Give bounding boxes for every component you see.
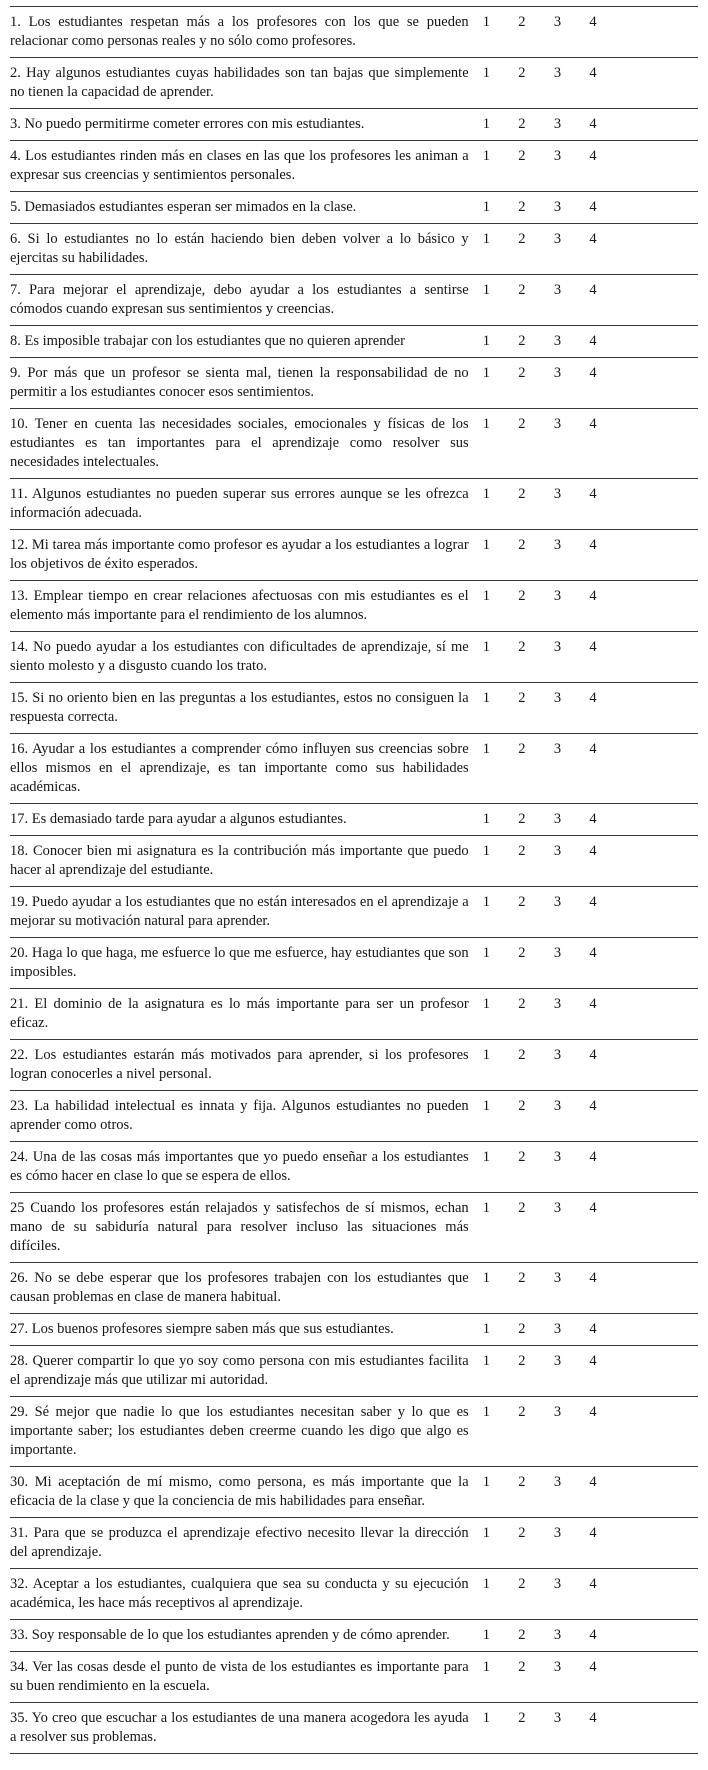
rating-option-1: 1 xyxy=(469,7,505,58)
rating-option-1: 1 xyxy=(469,141,505,192)
questionnaire-row xyxy=(10,1346,698,1397)
item-statement: 4. Los estudiantes rinden más en clases en las que los profesores les animan a expresar sus creencias y sentimientos personales. xyxy=(10,141,469,192)
rating-option-4: 4 xyxy=(575,1397,611,1467)
rating-option-4: 4 xyxy=(575,632,611,683)
rating-option-3: 3 xyxy=(540,1193,576,1263)
questionnaire-row xyxy=(10,409,698,479)
rating-option-1: 1 xyxy=(469,1193,505,1263)
rating-option-4: 4 xyxy=(575,7,611,58)
item-statement: 12. Mi tarea más importante como profesor es ayudar a los estudiantes a lograr los objetivos de éxito esperados. xyxy=(10,530,469,581)
questionnaire-row xyxy=(10,938,698,989)
row-right-margin-spacer xyxy=(611,734,698,804)
item-statement: 28. Querer compartir lo que yo soy como persona con mis estudiantes facilita el aprendizaje más que utilizar mi autoridad. xyxy=(10,1346,469,1397)
rating-option-2: 2 xyxy=(504,1314,540,1346)
item-statement: 26. No se debe esperar que los profesores trabajen con los estudiantes que causan problemas en clase de manera habitual. xyxy=(10,1263,469,1314)
rating-option-2: 2 xyxy=(504,1518,540,1569)
rating-option-1: 1 xyxy=(469,1652,505,1703)
item-statement: 9. Por más que un profesor se sienta mal, tienen la responsabilidad de no permitir a los estudiantes conocer esos sentimientos. xyxy=(10,358,469,409)
row-right-margin-spacer xyxy=(611,7,698,58)
row-right-margin-spacer xyxy=(611,1142,698,1193)
rating-option-1: 1 xyxy=(469,530,505,581)
item-statement: 23. La habilidad intelectual es innata y fija. Algunos estudiantes no pueden aprender como otros. xyxy=(10,1091,469,1142)
rating-option-1: 1 xyxy=(469,192,505,224)
rating-option-3: 3 xyxy=(540,109,576,141)
rating-option-1: 1 xyxy=(469,409,505,479)
rating-option-3: 3 xyxy=(540,1346,576,1397)
item-statement: 2. Hay algunos estudiantes cuyas habilidades son tan bajas que simplemente no tienen la capacidad de aprender. xyxy=(10,58,469,109)
row-right-margin-spacer xyxy=(611,1040,698,1091)
questionnaire-row xyxy=(10,1263,698,1314)
questionnaire-row xyxy=(10,58,698,109)
item-statement: 27. Los buenos profesores siempre saben más que sus estudiantes. xyxy=(10,1314,469,1346)
row-right-margin-spacer xyxy=(611,1620,698,1652)
questionnaire-rows xyxy=(10,7,698,1754)
questionnaire-table xyxy=(10,6,698,1754)
rating-option-3: 3 xyxy=(540,1263,576,1314)
row-right-margin-spacer xyxy=(611,1703,698,1754)
questionnaire-row xyxy=(10,1142,698,1193)
row-right-margin-spacer xyxy=(611,1263,698,1314)
item-statement: 11. Algunos estudiantes no pueden superar sus errores aunque se les ofrezca información adecuada. xyxy=(10,479,469,530)
row-right-margin-spacer xyxy=(611,409,698,479)
rating-option-2: 2 xyxy=(504,683,540,734)
rating-option-4: 4 xyxy=(575,836,611,887)
rating-option-4: 4 xyxy=(575,1703,611,1754)
questionnaire-row xyxy=(10,1314,698,1346)
rating-option-1: 1 xyxy=(469,1620,505,1652)
rating-option-1: 1 xyxy=(469,275,505,326)
rating-option-4: 4 xyxy=(575,1040,611,1091)
questionnaire-row xyxy=(10,804,698,836)
rating-option-1: 1 xyxy=(469,1569,505,1620)
row-right-margin-spacer xyxy=(611,1569,698,1620)
rating-option-1: 1 xyxy=(469,887,505,938)
item-statement: 34. Ver las cosas desde el punto de vista de los estudiantes es importante para su buen rendimiento en la escuela. xyxy=(10,1652,469,1703)
row-right-margin-spacer xyxy=(611,1397,698,1467)
rating-option-4: 4 xyxy=(575,479,611,530)
questionnaire-row xyxy=(10,275,698,326)
questionnaire-row xyxy=(10,836,698,887)
rating-option-2: 2 xyxy=(504,1569,540,1620)
questionnaire-row xyxy=(10,1703,698,1754)
item-statement: 3. No puedo permitirme cometer errores con mis estudiantes. xyxy=(10,109,469,141)
item-statement: 32. Aceptar a los estudiantes, cualquiera que sea su conducta y su ejecución académica, les hace más receptivos al aprendizaje. xyxy=(10,1569,469,1620)
rating-option-2: 2 xyxy=(504,192,540,224)
rating-option-4: 4 xyxy=(575,1091,611,1142)
rating-option-3: 3 xyxy=(540,1652,576,1703)
rating-option-1: 1 xyxy=(469,1346,505,1397)
item-statement: 20. Haga lo que haga, me esfuerce lo que me esfuerce, hay estudiantes que son imposibles. xyxy=(10,938,469,989)
rating-option-4: 4 xyxy=(575,1142,611,1193)
row-right-margin-spacer xyxy=(611,1467,698,1518)
row-right-margin-spacer xyxy=(611,141,698,192)
rating-option-1: 1 xyxy=(469,804,505,836)
questionnaire-row xyxy=(10,141,698,192)
rating-option-2: 2 xyxy=(504,58,540,109)
rating-option-3: 3 xyxy=(540,1703,576,1754)
rating-option-1: 1 xyxy=(469,938,505,989)
rating-option-3: 3 xyxy=(540,1569,576,1620)
questionnaire-row xyxy=(10,1518,698,1569)
rating-option-1: 1 xyxy=(469,1703,505,1754)
rating-option-4: 4 xyxy=(575,1652,611,1703)
rating-option-3: 3 xyxy=(540,530,576,581)
item-statement: 7. Para mejorar el aprendizaje, debo ayudar a los estudiantes a sentirse cómodos cuando expresan sus sentimientos y creencias. xyxy=(10,275,469,326)
rating-option-3: 3 xyxy=(540,734,576,804)
rating-option-2: 2 xyxy=(504,1193,540,1263)
rating-option-2: 2 xyxy=(504,109,540,141)
rating-option-4: 4 xyxy=(575,358,611,409)
questionnaire-row xyxy=(10,358,698,409)
rating-option-1: 1 xyxy=(469,358,505,409)
rating-option-1: 1 xyxy=(469,581,505,632)
rating-option-4: 4 xyxy=(575,1620,611,1652)
item-statement: 22. Los estudiantes estarán más motivados para aprender, si los profesores logran conocerles a nivel personal. xyxy=(10,1040,469,1091)
rating-option-3: 3 xyxy=(540,1467,576,1518)
rating-option-2: 2 xyxy=(504,1263,540,1314)
rating-option-3: 3 xyxy=(540,887,576,938)
rating-option-2: 2 xyxy=(504,1467,540,1518)
row-right-margin-spacer xyxy=(611,989,698,1040)
rating-option-1: 1 xyxy=(469,58,505,109)
item-statement: 10. Tener en cuenta las necesidades sociales, emocionales y físicas de los estudiantes es tan importantes para el aprendizaje como resolver sus necesidades intelectuales. xyxy=(10,409,469,479)
rating-option-2: 2 xyxy=(504,1346,540,1397)
rating-option-3: 3 xyxy=(540,804,576,836)
rating-option-2: 2 xyxy=(504,275,540,326)
row-right-margin-spacer xyxy=(611,804,698,836)
row-right-margin-spacer xyxy=(611,581,698,632)
rating-option-4: 4 xyxy=(575,989,611,1040)
rating-option-4: 4 xyxy=(575,224,611,275)
questionnaire-row xyxy=(10,1040,698,1091)
row-right-margin-spacer xyxy=(611,530,698,581)
rating-option-2: 2 xyxy=(504,734,540,804)
questionnaire-row xyxy=(10,224,698,275)
rating-option-1: 1 xyxy=(469,326,505,358)
rating-option-2: 2 xyxy=(504,530,540,581)
rating-option-4: 4 xyxy=(575,804,611,836)
questionnaire-row xyxy=(10,1620,698,1652)
rating-option-3: 3 xyxy=(540,224,576,275)
rating-option-4: 4 xyxy=(575,1467,611,1518)
questionnaire-row xyxy=(10,1193,698,1263)
rating-option-3: 3 xyxy=(540,1397,576,1467)
item-statement: 6. Si lo estudiantes no lo están haciendo bien deben volver a lo básico y ejercitas su habilidades. xyxy=(10,224,469,275)
questionnaire-row xyxy=(10,1652,698,1703)
questionnaire-row xyxy=(10,683,698,734)
rating-option-4: 4 xyxy=(575,141,611,192)
rating-option-3: 3 xyxy=(540,58,576,109)
rating-option-3: 3 xyxy=(540,1620,576,1652)
questionnaire-row xyxy=(10,734,698,804)
rating-option-4: 4 xyxy=(575,734,611,804)
rating-option-2: 2 xyxy=(504,141,540,192)
rating-option-3: 3 xyxy=(540,683,576,734)
rating-option-1: 1 xyxy=(469,1263,505,1314)
rating-option-3: 3 xyxy=(540,1091,576,1142)
rating-option-3: 3 xyxy=(540,1040,576,1091)
rating-option-1: 1 xyxy=(469,1314,505,1346)
rating-option-2: 2 xyxy=(504,1397,540,1467)
row-right-margin-spacer xyxy=(611,1518,698,1569)
item-statement: 30. Mi aceptación de mí mismo, como persona, es más importante que la eficacia de la clase y que la conciencia de mis habilidades para enseñar. xyxy=(10,1467,469,1518)
rating-option-4: 4 xyxy=(575,109,611,141)
questionnaire-row xyxy=(10,632,698,683)
row-right-margin-spacer xyxy=(611,938,698,989)
rating-option-2: 2 xyxy=(504,804,540,836)
rating-option-1: 1 xyxy=(469,632,505,683)
rating-option-4: 4 xyxy=(575,1518,611,1569)
row-right-margin-spacer xyxy=(611,192,698,224)
rating-option-4: 4 xyxy=(575,192,611,224)
rating-option-1: 1 xyxy=(469,1518,505,1569)
rating-option-2: 2 xyxy=(504,1091,540,1142)
rating-option-1: 1 xyxy=(469,109,505,141)
questionnaire-row xyxy=(10,326,698,358)
rating-option-3: 3 xyxy=(540,1142,576,1193)
item-statement: 25 Cuando los profesores están relajados y satisfechos de sí mismos, echan mano de su sabiduría natural para resolver incluso las situaciones más difíciles. xyxy=(10,1193,469,1263)
rating-option-3: 3 xyxy=(540,479,576,530)
rating-option-1: 1 xyxy=(469,1397,505,1467)
rating-option-4: 4 xyxy=(575,1569,611,1620)
rating-option-3: 3 xyxy=(540,326,576,358)
rating-option-2: 2 xyxy=(504,836,540,887)
item-statement: 1. Los estudiantes respetan más a los profesores con los que se pueden relacionar como personas reales y no sólo como profesores. xyxy=(10,7,469,58)
row-right-margin-spacer xyxy=(611,1193,698,1263)
rating-option-3: 3 xyxy=(540,989,576,1040)
rating-option-2: 2 xyxy=(504,581,540,632)
item-statement: 31. Para que se produzca el aprendizaje efectivo necesito llevar la dirección del aprendizaje. xyxy=(10,1518,469,1569)
rating-option-3: 3 xyxy=(540,7,576,58)
item-statement: 24. Una de las cosas más importantes que yo puedo enseñar a los estudiantes es cómo hacer en clase lo que se espera de ellos. xyxy=(10,1142,469,1193)
rating-option-1: 1 xyxy=(469,734,505,804)
rating-option-3: 3 xyxy=(540,836,576,887)
rating-option-1: 1 xyxy=(469,836,505,887)
questionnaire-row xyxy=(10,1569,698,1620)
questionnaire-row xyxy=(10,581,698,632)
rating-option-2: 2 xyxy=(504,224,540,275)
row-right-margin-spacer xyxy=(611,1091,698,1142)
item-statement: 13. Emplear tiempo en crear relaciones afectuosas con mis estudiantes es el elemento más importante para el rendimiento de los alumnos. xyxy=(10,581,469,632)
item-statement: 29. Sé mejor que nadie lo que los estudiantes necesitan saber y lo que es importante saber; los estudiantes deben creerme cuando les digo que algo es importante. xyxy=(10,1397,469,1467)
item-statement: 35. Yo creo que escuchar a los estudiantes de una manera acogedora les ayuda a resolver sus problemas. xyxy=(10,1703,469,1754)
row-right-margin-spacer xyxy=(611,683,698,734)
row-right-margin-spacer xyxy=(611,887,698,938)
rating-option-4: 4 xyxy=(575,938,611,989)
rating-option-2: 2 xyxy=(504,326,540,358)
rating-option-2: 2 xyxy=(504,1703,540,1754)
rating-option-1: 1 xyxy=(469,989,505,1040)
rating-option-1: 1 xyxy=(469,1467,505,1518)
item-statement: 18. Conocer bien mi asignatura es la contribución más importante que puedo hacer al aprendizaje del estudiante. xyxy=(10,836,469,887)
rating-option-3: 3 xyxy=(540,938,576,989)
rating-option-1: 1 xyxy=(469,1142,505,1193)
rating-option-2: 2 xyxy=(504,989,540,1040)
rating-option-3: 3 xyxy=(540,358,576,409)
rating-option-3: 3 xyxy=(540,409,576,479)
rating-option-4: 4 xyxy=(575,275,611,326)
rating-option-3: 3 xyxy=(540,581,576,632)
rating-option-3: 3 xyxy=(540,141,576,192)
rating-option-3: 3 xyxy=(540,1518,576,1569)
rating-option-4: 4 xyxy=(575,1263,611,1314)
rating-option-1: 1 xyxy=(469,224,505,275)
row-right-margin-spacer xyxy=(611,836,698,887)
rating-option-3: 3 xyxy=(540,192,576,224)
row-right-margin-spacer xyxy=(611,224,698,275)
row-right-margin-spacer xyxy=(611,58,698,109)
rating-option-2: 2 xyxy=(504,409,540,479)
rating-option-2: 2 xyxy=(504,358,540,409)
rating-option-2: 2 xyxy=(504,1652,540,1703)
item-statement: 15. Si no oriento bien en las preguntas a los estudiantes, estos no consiguen la respuesta correcta. xyxy=(10,683,469,734)
item-statement: 8. Es imposible trabajar con los estudiantes que no quieren aprender xyxy=(10,326,469,358)
rating-option-2: 2 xyxy=(504,1040,540,1091)
questionnaire-row xyxy=(10,1397,698,1467)
rating-option-4: 4 xyxy=(575,1193,611,1263)
rating-option-4: 4 xyxy=(575,887,611,938)
rating-option-3: 3 xyxy=(540,632,576,683)
questionnaire-row xyxy=(10,1091,698,1142)
item-statement: 5. Demasiados estudiantes esperan ser mimados en la clase. xyxy=(10,192,469,224)
row-right-margin-spacer xyxy=(611,632,698,683)
questionnaire-row xyxy=(10,530,698,581)
rating-option-1: 1 xyxy=(469,479,505,530)
rating-option-2: 2 xyxy=(504,632,540,683)
rating-option-4: 4 xyxy=(575,683,611,734)
row-right-margin-spacer xyxy=(611,1652,698,1703)
questionnaire-row xyxy=(10,7,698,58)
item-statement: 21. El dominio de la asignatura es lo más importante para ser un profesor eficaz. xyxy=(10,989,469,1040)
item-statement: 19. Puedo ayudar a los estudiantes que no están interesados en el aprendizaje a mejorar su motivación natural para aprender. xyxy=(10,887,469,938)
item-statement: 17. Es demasiado tarde para ayudar a algunos estudiantes. xyxy=(10,804,469,836)
item-statement: 33. Soy responsable de lo que los estudiantes aprenden y de cómo aprender. xyxy=(10,1620,469,1652)
rating-option-4: 4 xyxy=(575,581,611,632)
questionnaire-row xyxy=(10,109,698,141)
row-right-margin-spacer xyxy=(611,109,698,141)
rating-option-3: 3 xyxy=(540,275,576,326)
rating-option-4: 4 xyxy=(575,326,611,358)
rating-option-4: 4 xyxy=(575,530,611,581)
rating-option-2: 2 xyxy=(504,7,540,58)
row-right-margin-spacer xyxy=(611,275,698,326)
rating-option-2: 2 xyxy=(504,1620,540,1652)
rating-option-4: 4 xyxy=(575,58,611,109)
rating-option-4: 4 xyxy=(575,409,611,479)
item-statement: 16. Ayudar a los estudiantes a comprender cómo influyen sus creencias sobre ellos mismos en el aprendizaje, es tan importante como sus habilidades académicas. xyxy=(10,734,469,804)
questionnaire-row xyxy=(10,192,698,224)
row-right-margin-spacer xyxy=(611,1346,698,1397)
rating-option-4: 4 xyxy=(575,1346,611,1397)
rating-option-2: 2 xyxy=(504,1142,540,1193)
item-statement: 14. No puedo ayudar a los estudiantes con dificultades de aprendizaje, sí me siento molesto y a disgusto cuando los trato. xyxy=(10,632,469,683)
rating-option-1: 1 xyxy=(469,1040,505,1091)
questionnaire-row xyxy=(10,887,698,938)
rating-option-4: 4 xyxy=(575,1314,611,1346)
rating-option-3: 3 xyxy=(540,1314,576,1346)
questionnaire-row xyxy=(10,479,698,530)
row-right-margin-spacer xyxy=(611,1314,698,1346)
row-right-margin-spacer xyxy=(611,479,698,530)
rating-option-2: 2 xyxy=(504,479,540,530)
row-right-margin-spacer xyxy=(611,358,698,409)
questionnaire-row xyxy=(10,989,698,1040)
row-right-margin-spacer xyxy=(611,326,698,358)
rating-option-2: 2 xyxy=(504,938,540,989)
questionnaire-row xyxy=(10,1467,698,1518)
rating-option-1: 1 xyxy=(469,1091,505,1142)
rating-option-2: 2 xyxy=(504,887,540,938)
rating-option-1: 1 xyxy=(469,683,505,734)
